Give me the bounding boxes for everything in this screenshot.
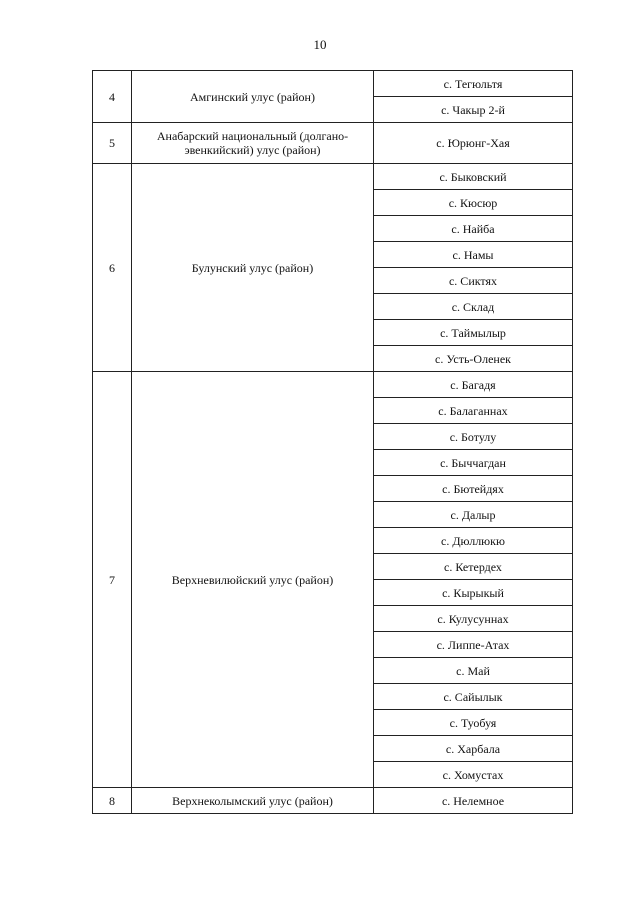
village-name: с. Намы	[374, 242, 573, 268]
district-name: Анабарский национальный (долгано-эвенкийский) улус (район)	[132, 123, 374, 164]
village-name: с. Кюсюр	[374, 190, 573, 216]
table-row	[93, 372, 573, 398]
table-row	[93, 164, 573, 190]
table-row	[93, 123, 573, 164]
village-name: с. Тегюльтя	[374, 71, 573, 97]
village-name: с. Юрюнг-Хая	[374, 123, 573, 164]
table-row	[93, 71, 573, 97]
village-name: с. Сайылык	[374, 684, 573, 710]
village-name: с. Кулусуннах	[374, 606, 573, 632]
village-name: с. Май	[374, 658, 573, 684]
district-name: Амгинский улус (район)	[132, 71, 374, 123]
village-name: с. Быковский	[374, 164, 573, 190]
village-name: с. Ботулу	[374, 424, 573, 450]
page-number: 10	[313, 37, 327, 52]
village-name: с. Склад	[374, 294, 573, 320]
village-name: с. Усть-Оленек	[374, 346, 573, 372]
district-number: 6	[93, 164, 132, 372]
table-body	[93, 71, 573, 814]
settlements-table	[92, 70, 573, 814]
district-number: 7	[93, 372, 132, 788]
district-name: Верхневилюйский улус (район)	[132, 372, 374, 788]
village-name: с. Липпе-Атах	[374, 632, 573, 658]
village-name: с. Хомустах	[374, 762, 573, 788]
village-name: с. Сиктях	[374, 268, 573, 294]
district-name: Верхнеколымский улус (район)	[132, 788, 374, 814]
village-name: с. Кетердех	[374, 554, 573, 580]
district-number: 8	[93, 788, 132, 814]
village-name: с. Далыр	[374, 502, 573, 528]
village-name: с. Дюллюкю	[374, 528, 573, 554]
village-name: с. Балаганнах	[374, 398, 573, 424]
village-name: с. Багадя	[374, 372, 573, 398]
district-number: 4	[93, 71, 132, 123]
village-name: с. Кырыкый	[374, 580, 573, 606]
village-name: с. Харбала	[374, 736, 573, 762]
village-name: с. Чакыр 2-й	[374, 97, 573, 123]
village-name: с. Найба	[374, 216, 573, 242]
village-name: с. Бютейдях	[374, 476, 573, 502]
table-row	[93, 788, 573, 814]
district-name: Булунский улус (район)	[132, 164, 374, 372]
village-name: с. Таймылыр	[374, 320, 573, 346]
village-name: с. Туобуя	[374, 710, 573, 736]
village-name: с. Быччагдан	[374, 450, 573, 476]
village-name: с. Нелемное	[374, 788, 573, 814]
district-number: 5	[93, 123, 132, 164]
